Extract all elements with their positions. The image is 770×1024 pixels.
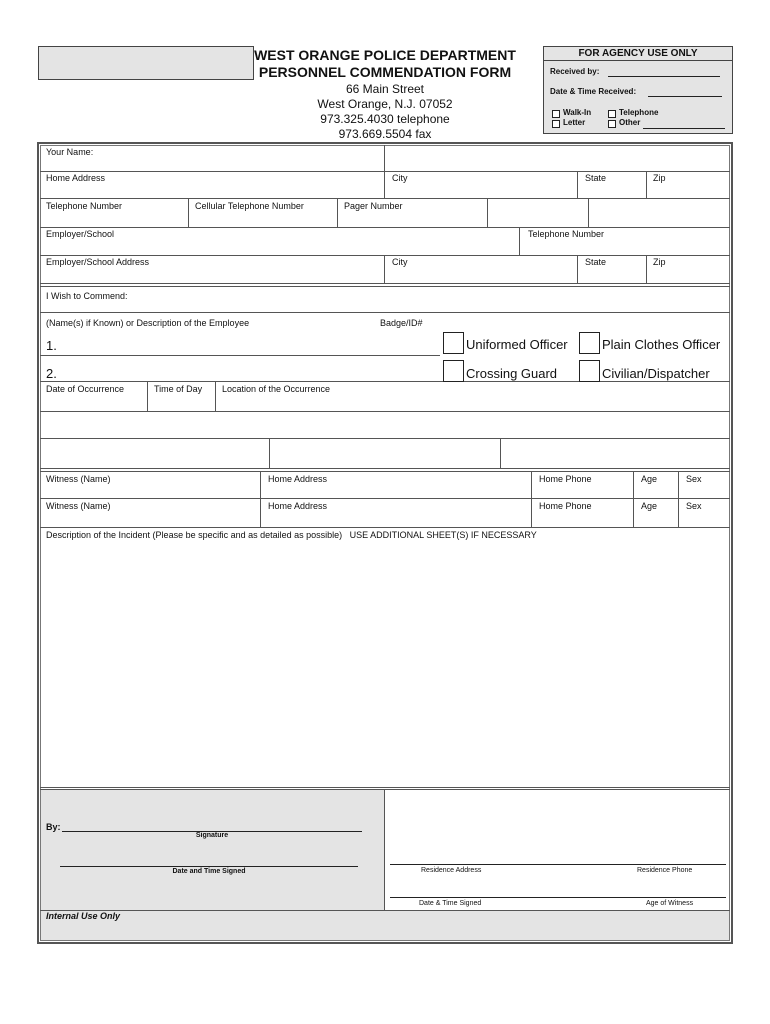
badge-id-label: Badge/ID# — [380, 318, 423, 328]
date-time-signed-line[interactable] — [60, 866, 358, 867]
walk-in-label: Walk-In — [563, 108, 592, 117]
employer-state-field[interactable]: State — [585, 257, 607, 267]
zip-field[interactable]: Zip — [653, 173, 666, 183]
walk-in-checkbox[interactable] — [552, 110, 560, 118]
employer-address-field[interactable]: Employer/School Address — [46, 257, 150, 267]
plain-clothes-officer-checkbox[interactable] — [579, 332, 600, 354]
witness-2-age-field[interactable]: Age — [641, 501, 658, 511]
cellular-telephone-field[interactable]: Cellular Telephone Number — [195, 201, 304, 211]
by-label: By: — [46, 822, 61, 832]
agency-use-title: FOR AGENCY USE ONLY — [578, 48, 698, 59]
employee-1-number: 1. — [46, 338, 57, 353]
residence-address-label: Residence Address — [421, 867, 482, 874]
received-by-label: Received by: — [550, 67, 600, 76]
witness-2-phone-field[interactable]: Home Phone — [539, 501, 592, 511]
witness-date-time-label: Date & Time Signed — [419, 900, 482, 907]
uniformed-officer-checkbox[interactable] — [443, 332, 464, 354]
other-label: Other — [619, 118, 641, 127]
residence-phone-label: Residence Phone — [637, 867, 693, 874]
your-name-field[interactable]: Your Name: — [46, 147, 94, 157]
other-checkbox[interactable] — [608, 120, 616, 128]
telephone-checkbox[interactable] — [608, 110, 616, 118]
witness-1-phone-field[interactable]: Home Phone — [539, 474, 592, 484]
employer-city-field[interactable]: City — [392, 257, 408, 267]
residence-line[interactable] — [390, 864, 726, 865]
top-left-box — [38, 46, 254, 80]
witness-date-line[interactable] — [390, 897, 726, 898]
witness-2-address-field[interactable]: Home Address — [268, 501, 328, 511]
internal-use-area — [41, 911, 729, 940]
age-of-witness-label: Age of Witness — [646, 900, 694, 907]
home-address-field[interactable]: Home Address — [46, 173, 106, 183]
received-by-line[interactable] — [608, 76, 720, 77]
crossing-guard-label: Crossing Guard — [466, 366, 558, 381]
employee-description-label: (Name(s) if Known) or Description of the Employee — [46, 318, 250, 328]
incident-description-field[interactable]: Description of the Incident (Please be specific and as detailed as possible) USE ADDITIONAL SHEET(S) IF NECESSARY — [46, 530, 537, 540]
witness-2-name-field[interactable]: Witness (Name) — [46, 501, 111, 511]
letter-checkbox[interactable] — [552, 120, 560, 128]
wish-to-commend-label: I Wish to Commend: — [46, 291, 128, 301]
letter-label: Letter — [563, 118, 586, 127]
witness-2-sex-field[interactable]: Sex — [686, 501, 702, 511]
form-header — [240, 47, 530, 142]
date-time-signed-label: Date and Time Signed — [172, 868, 246, 875]
witness-1-age-field[interactable]: Age — [641, 474, 658, 484]
department-title: WEST ORANGE POLICE DEPARTMENT — [254, 47, 516, 63]
plain-clothes-officer-label: Plain Clothes Officer — [602, 337, 721, 352]
witness-1-name-field[interactable]: Witness (Name) — [46, 474, 111, 484]
city-field[interactable]: City — [392, 173, 408, 183]
civilian-dispatcher-checkbox[interactable] — [579, 360, 600, 382]
employer-school-field[interactable]: Employer/School — [46, 229, 115, 239]
city-address: West Orange, N.J. 07052 — [317, 97, 453, 111]
telephone-number: 973.325.4030 telephone — [320, 112, 450, 126]
state-field[interactable]: State — [585, 173, 607, 183]
witness-1-address-field[interactable]: Home Address — [268, 474, 328, 484]
date-time-received-line[interactable] — [648, 96, 722, 97]
internal-use-label: Internal Use Only — [46, 911, 121, 921]
employer-telephone-field[interactable]: Telephone Number — [528, 229, 605, 239]
employer-zip-field[interactable]: Zip — [653, 257, 666, 267]
time-of-day-field[interactable]: Time of Day — [154, 384, 203, 394]
employee-1-line[interactable] — [40, 355, 440, 356]
other-line[interactable] — [643, 128, 725, 129]
agency-use-box — [543, 46, 733, 134]
form-title: PERSONNEL COMMENDATION FORM — [258, 64, 512, 80]
telephone-label: Telephone — [619, 108, 659, 117]
signature-area — [41, 790, 384, 910]
street-address: 66 Main Street — [345, 82, 425, 96]
witness-1-sex-field[interactable]: Sex — [686, 474, 702, 484]
pager-number-field[interactable]: Pager Number — [344, 201, 403, 211]
employee-2-number: 2. — [46, 366, 57, 381]
telephone-number-field[interactable]: Telephone Number — [46, 201, 123, 211]
civilian-dispatcher-label: Civilian/Dispatcher — [602, 366, 710, 381]
uniformed-officer-label: Uniformed Officer — [466, 337, 568, 352]
crossing-guard-checkbox[interactable] — [443, 360, 464, 382]
location-field[interactable]: Location of the Occurrence — [222, 384, 331, 394]
signature-label: Signature — [195, 832, 229, 839]
date-time-received-label: Date & Time Received: — [550, 87, 637, 96]
date-of-occurrence-field[interactable]: Date of Occurrence — [46, 384, 125, 394]
fax-number: 973.669.5504 fax — [338, 127, 432, 141]
